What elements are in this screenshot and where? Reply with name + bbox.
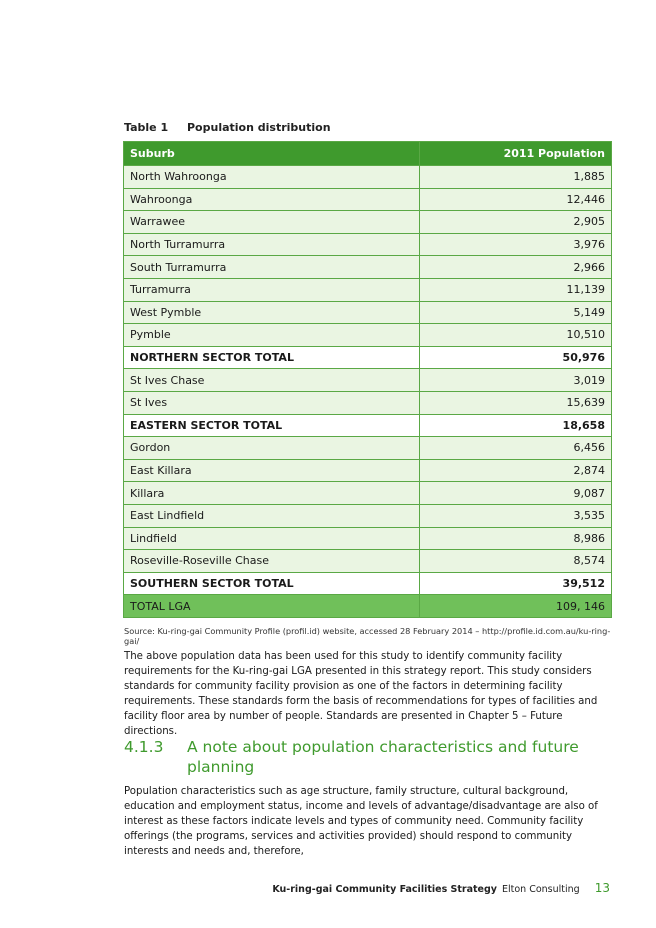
population-cell: 50,976 <box>420 346 612 369</box>
population-cell: 5,149 <box>420 301 612 324</box>
body-paragraph-2: Population characteristics such as age structure, family structure, cultural background, education and employment status, income and levels of advantage/disadvantage are also of interest as these factors indicate levels and types of community need. Community facility offerings (the programs, services and activities provided) should respond to community interests and needs and, therefore, <box>124 786 598 858</box>
population-cell: 2,905 <box>420 211 612 234</box>
population-cell: 39,512 <box>420 572 612 595</box>
table-row <box>124 459 612 482</box>
population-cell: 3,976 <box>420 233 612 256</box>
table-grand-total-row <box>124 595 612 618</box>
population-cell: 11,139 <box>420 278 612 301</box>
suburb-cell: South Turramurra <box>124 256 420 279</box>
table-row <box>124 391 612 414</box>
population-cell: 3,019 <box>420 369 612 392</box>
table-row <box>124 482 612 505</box>
population-cell: 12,446 <box>420 188 612 211</box>
suburb-cell: Warrawee <box>124 211 420 234</box>
table-caption-title: Population distribution <box>187 121 331 134</box>
table-subtotal-row <box>124 572 612 595</box>
population-cell: 6,456 <box>420 437 612 460</box>
table-row <box>124 166 612 189</box>
suburb-cell: St Ives Chase <box>124 369 420 392</box>
page-footer <box>0 881 610 895</box>
suburb-cell: NORTHERN SECTOR TOTAL <box>124 346 420 369</box>
page-number: 13 <box>594 881 610 895</box>
suburb-cell: EASTERN SECTOR TOTAL <box>124 414 420 437</box>
population-cell: 15,639 <box>420 391 612 414</box>
suburb-cell: Turramurra <box>124 278 420 301</box>
table-row <box>124 211 612 234</box>
suburb-cell: North Wahroonga <box>124 166 420 189</box>
table-subtotal-row <box>124 346 612 369</box>
table-caption <box>124 121 331 134</box>
suburb-cell: Wahroonga <box>124 188 420 211</box>
header-suburb: Suburb <box>124 142 420 166</box>
suburb-cell: SOUTHERN SECTOR TOTAL <box>124 572 420 595</box>
population-cell: 109, 146 <box>420 595 612 618</box>
population-cell: 18,658 <box>420 414 612 437</box>
body-paragraph-1: The above population data has been used for this study to identify community facility requirements for the Ku-ring-gai LGA presented in this strategy report. This study considers standards for community facility provision as one of the factors in determining facility requirements. These standards form the basis of recommendations for types of facilities and facility floor area by number of people. Standards are presented in Chapter 5 – Future directions. <box>124 651 598 738</box>
table-header-row <box>124 142 612 166</box>
table-row <box>124 527 612 550</box>
table-row <box>124 369 612 392</box>
table-subtotal-row <box>124 414 612 437</box>
suburb-cell: East Killara <box>124 459 420 482</box>
suburb-cell: East Lindfield <box>124 504 420 527</box>
table-row <box>124 504 612 527</box>
population-cell: 9,087 <box>420 482 612 505</box>
section-title: A note about population characteristics and future planning <box>187 738 579 776</box>
suburb-cell: North Turramurra <box>124 233 420 256</box>
table-row <box>124 437 612 460</box>
suburb-cell: Lindfield <box>124 527 420 550</box>
table-row <box>124 233 612 256</box>
population-cell: 3,535 <box>420 504 612 527</box>
table-row <box>124 278 612 301</box>
table-row <box>124 550 612 573</box>
table-caption-number: Table 1 <box>124 121 169 134</box>
suburb-cell: St Ives <box>124 391 420 414</box>
population-cell: 2,966 <box>420 256 612 279</box>
population-table <box>123 141 612 618</box>
suburb-cell: Pymble <box>124 324 420 347</box>
table-row <box>124 256 612 279</box>
suburb-cell: West Pymble <box>124 301 420 324</box>
population-cell: 2,874 <box>420 459 612 482</box>
population-cell: 1,885 <box>420 166 612 189</box>
table-source: Source: Ku-ring-gai Community Profile (profil.id) website, accessed 28 February 2014 – http://profile.id.com.au/ku-ring-gai/ <box>124 626 611 646</box>
population-cell: 8,986 <box>420 527 612 550</box>
header-population: 2011 Population <box>420 142 612 166</box>
suburb-cell: TOTAL LGA <box>124 595 420 618</box>
population-cell: 8,574 <box>420 550 612 573</box>
table-row <box>124 188 612 211</box>
footer-company: Elton Consulting <box>502 884 580 895</box>
footer-title: Ku-ring-gai Community Facilities Strategy <box>272 884 497 895</box>
section-number: 4.1.3 <box>124 738 164 756</box>
suburb-cell: Roseville-Roseville Chase <box>124 550 420 573</box>
population-cell: 10,510 <box>420 324 612 347</box>
suburb-cell: Killara <box>124 482 420 505</box>
table-row <box>124 324 612 347</box>
table-row <box>124 301 612 324</box>
suburb-cell: Gordon <box>124 437 420 460</box>
table-body <box>124 166 612 618</box>
